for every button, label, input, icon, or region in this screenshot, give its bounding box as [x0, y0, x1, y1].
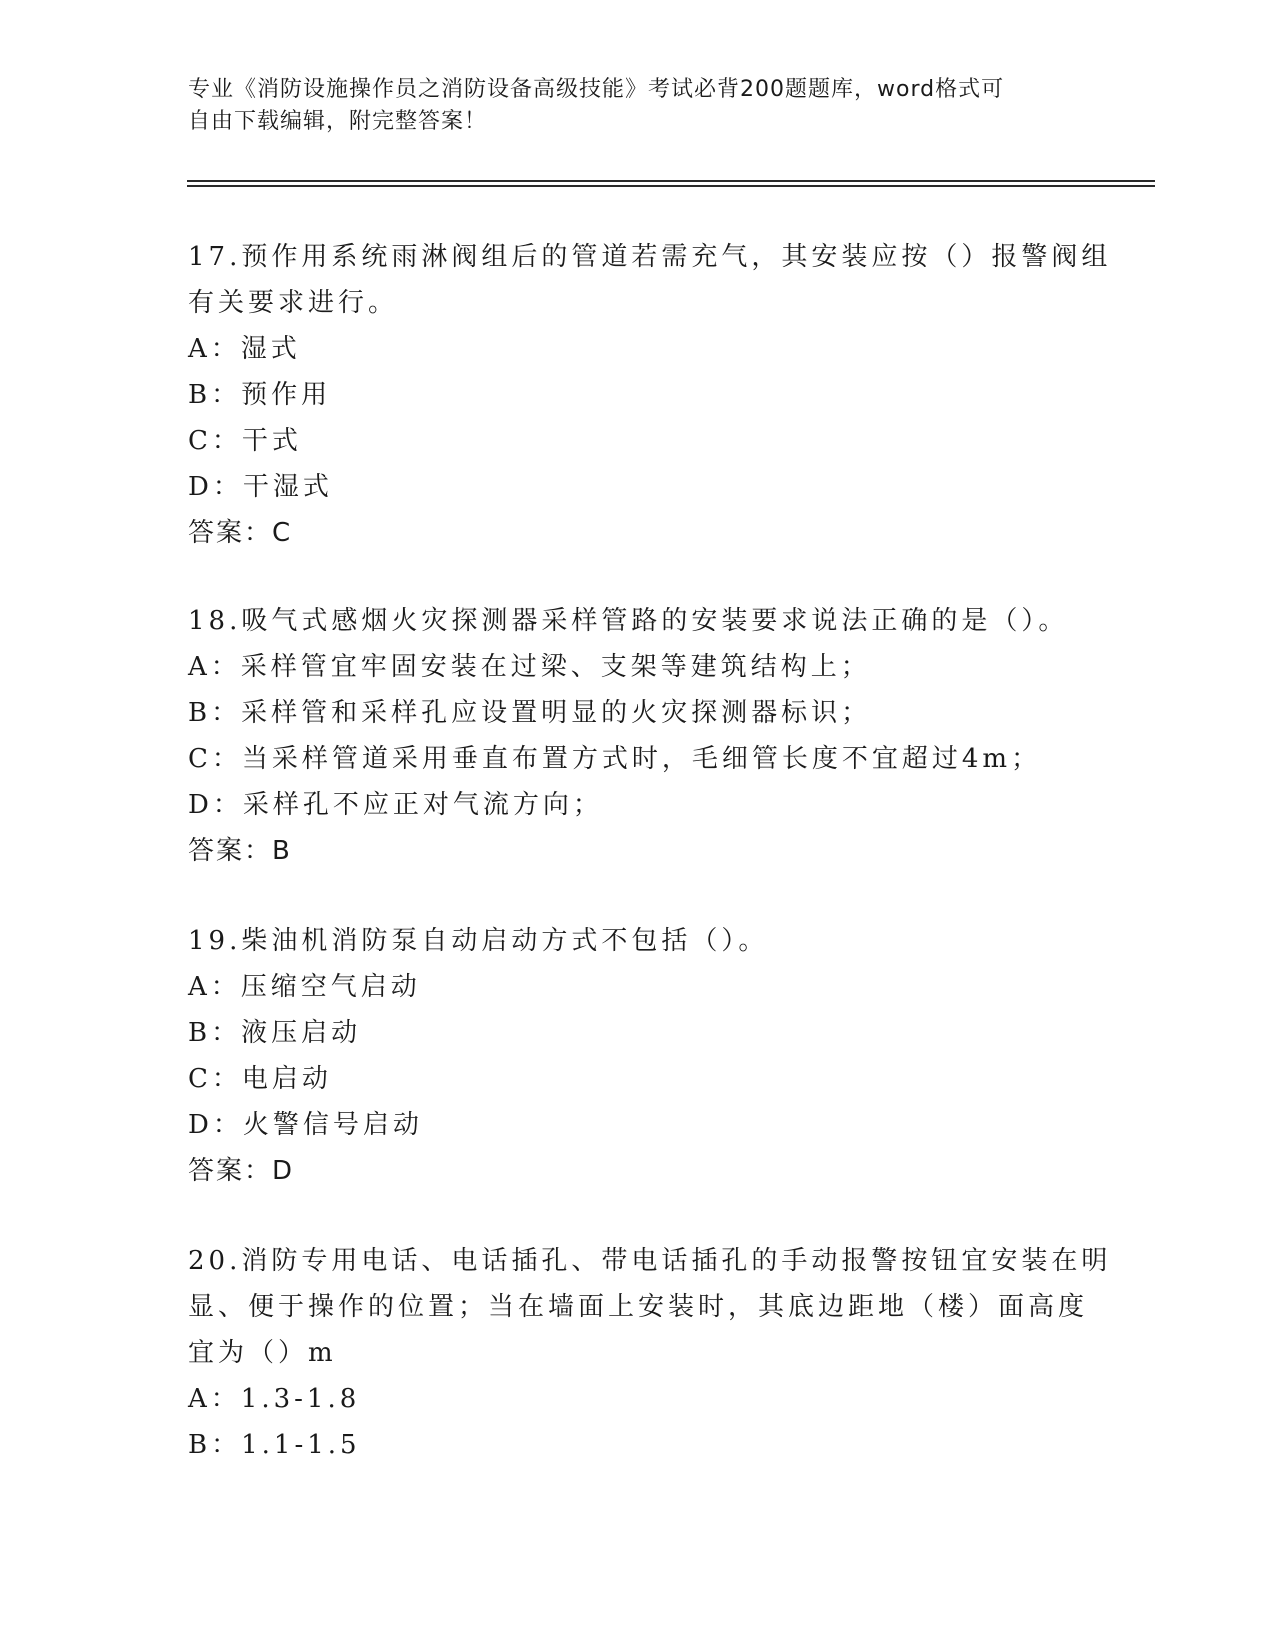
question-19	[188, 918, 1088, 1194]
option-b: B：预作用	[188, 380, 332, 410]
document-header	[188, 74, 1088, 138]
header-divider-bottom	[187, 185, 1155, 187]
question-20	[188, 1238, 1112, 1468]
option-c: C：干式	[188, 426, 302, 456]
header-divider-top	[187, 180, 1155, 182]
header-line-1: 专业《消防设施操作员之消防设备高级技能》考试必背200题题库，word格式可	[188, 77, 1005, 102]
question-stem-line: 17.预作用系统雨淋阀组后的管道若需充气，其安装应按（）报警阀组	[188, 242, 1112, 272]
question-stem-line: 宜为（）m	[188, 1338, 337, 1368]
option-b: B：液压启动	[188, 1018, 362, 1048]
question-stem-line: 19.柴油机消防泵自动启动方式不包括（）。	[188, 926, 769, 956]
answer-line: 答案：D	[188, 1156, 295, 1186]
option-a: A：压缩空气启动	[188, 972, 421, 1002]
option-b: B：1.1-1.5	[188, 1430, 361, 1460]
option-c: C：当采样管道采用垂直布置方式时，毛细管长度不宜超过4m；	[188, 744, 1042, 774]
option-c: C：电启动	[188, 1064, 332, 1094]
option-b: B：采样管和采样孔应设置明显的火灾探测器标识；	[188, 698, 872, 728]
option-d: D：干湿式	[188, 472, 333, 502]
option-d: D：火警信号启动	[188, 1110, 423, 1140]
option-a: A：湿式	[188, 334, 301, 364]
question-18	[188, 598, 1088, 874]
option-a: A：采样管宜牢固安装在过梁、支架等建筑结构上；	[188, 652, 871, 682]
question-stem-line: 有关要求进行。	[188, 288, 399, 318]
question-stem-line: 18.吸气式感烟火灾探测器采样管路的安装要求说法正确的是（）。	[188, 606, 1069, 636]
answer-line: 答案：C	[188, 518, 293, 548]
answer-line: 答案：B	[188, 836, 292, 866]
header-line-2: 自由下载编辑，附完整答案！	[188, 109, 488, 134]
question-stem-line: 20.消防专用电话、电话插孔、带电话插孔的手动报警按钮宜安装在明	[188, 1246, 1112, 1276]
option-a: A：1.3-1.8	[188, 1384, 361, 1414]
option-d: D：采样孔不应正对气流方向；	[188, 790, 603, 820]
question-stem-line: 显、便于操作的位置；当在墙面上安装时，其底边距地（楼）面高度	[188, 1292, 1089, 1322]
question-17	[188, 234, 1112, 556]
